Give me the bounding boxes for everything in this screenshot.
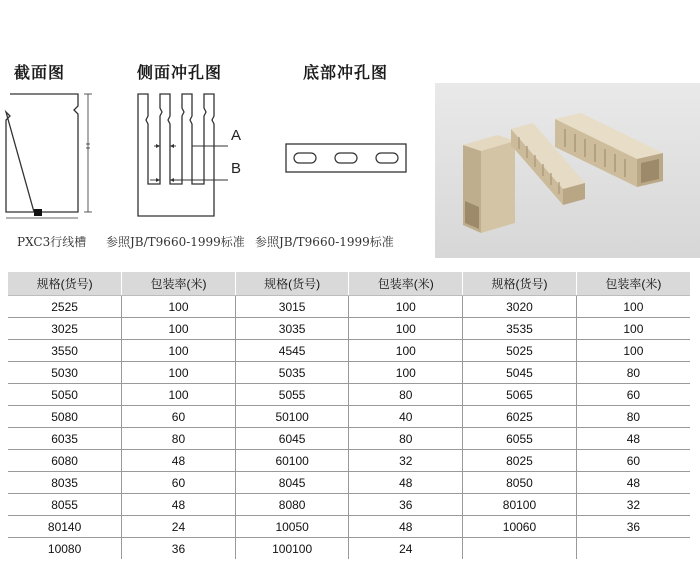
column-header-packing: 包装率(米) [122, 272, 236, 296]
dimension-label-b: B [231, 160, 242, 177]
table-cell: 24 [122, 516, 236, 538]
table-cell: 5045 [463, 362, 577, 384]
table-cell: 5055 [235, 384, 349, 406]
table-cell: 100 [122, 340, 236, 362]
table-cell: 3550 [8, 340, 122, 362]
table-row [8, 538, 690, 560]
table-cell: 6080 [8, 450, 122, 472]
column-header-code: 规格(货号) [8, 272, 122, 296]
table-cell: 24 [349, 538, 463, 560]
table-cell: 100 [122, 296, 236, 318]
table-cell: 48 [576, 428, 690, 450]
wiring-duct-illustration [435, 83, 700, 258]
table-cell: 36 [349, 494, 463, 516]
side-punch-heading: 侧面冲孔图 [137, 63, 223, 82]
table-cell: 48 [576, 472, 690, 494]
table-cell: 5025 [463, 340, 577, 362]
table-row [8, 494, 690, 516]
table-cell: 8050 [463, 472, 577, 494]
table-cell: 80 [122, 428, 236, 450]
table-cell: 6025 [463, 406, 577, 428]
table-cell: 48 [349, 472, 463, 494]
table-cell: 60 [576, 384, 690, 406]
table-cell: 32 [576, 494, 690, 516]
table-cell: 36 [576, 516, 690, 538]
table-row [8, 318, 690, 340]
table-cell: 80 [576, 362, 690, 384]
table-cell: 60100 [235, 450, 349, 472]
column-header-packing: 包装率(米) [349, 272, 463, 296]
table-cell: 2525 [8, 296, 122, 318]
table-cell: 100 [349, 318, 463, 340]
table-row [8, 340, 690, 362]
table-cell: 48 [349, 516, 463, 538]
table-row [8, 450, 690, 472]
table-cell: 100 [122, 362, 236, 384]
table-cell: 3020 [463, 296, 577, 318]
table-cell [576, 538, 690, 560]
table-cell: 60 [122, 472, 236, 494]
standard-caption-1: 参照JB/T9660-1999标准 [106, 235, 245, 249]
table-cell: 100 [349, 296, 463, 318]
table-cell: 6045 [235, 428, 349, 450]
table-cell: 6055 [463, 428, 577, 450]
table-cell: 48 [122, 494, 236, 516]
table-cell: 36 [122, 538, 236, 560]
table-cell: 5035 [235, 362, 349, 384]
table-cell: 100100 [235, 538, 349, 560]
table-cell: 8055 [8, 494, 122, 516]
table-cell: 100 [349, 340, 463, 362]
table-cell: 80 [349, 384, 463, 406]
table-cell: 10050 [235, 516, 349, 538]
table-cell [463, 538, 577, 560]
table-cell: 48 [122, 450, 236, 472]
table-cell: 6035 [8, 428, 122, 450]
bottom-punch-drawing [282, 138, 412, 178]
table-row [8, 428, 690, 450]
table-cell: 32 [349, 450, 463, 472]
table-cell: 40 [349, 406, 463, 428]
column-header-packing: 包装率(米) [576, 272, 690, 296]
table-cell: 5030 [8, 362, 122, 384]
table-cell: 100 [576, 340, 690, 362]
section-view-heading: 截面图 [14, 63, 66, 82]
table-cell: 8045 [235, 472, 349, 494]
bottom-punch-heading: 底部冲孔图 [303, 63, 389, 82]
table-cell: 60 [122, 406, 236, 428]
table-cell: 10060 [463, 516, 577, 538]
table-cell: 80100 [463, 494, 577, 516]
table-cell: 4545 [235, 340, 349, 362]
table-cell: 5065 [463, 384, 577, 406]
column-header-code: 规格(货号) [235, 272, 349, 296]
table-cell: 8080 [235, 494, 349, 516]
cross-section-drawing [0, 84, 105, 224]
table-cell: 100 [349, 362, 463, 384]
table-cell: 80 [576, 406, 690, 428]
table-cell: 5050 [8, 384, 122, 406]
table-cell: 8025 [463, 450, 577, 472]
table-row [8, 516, 690, 538]
table-cell: 50100 [235, 406, 349, 428]
table-cell: 3015 [235, 296, 349, 318]
side-punch-drawing [130, 88, 260, 223]
table-cell: 5080 [8, 406, 122, 428]
standard-caption-2: 参照JB/T9660-1999标准 [255, 235, 394, 249]
table-cell: 80140 [8, 516, 122, 538]
table-cell: 3025 [8, 318, 122, 340]
table-cell: 100 [122, 384, 236, 406]
table-cell: 10080 [47, 541, 82, 556]
table-row [8, 472, 690, 494]
table-row [8, 406, 690, 428]
table-row [8, 296, 690, 318]
table-cell: 100 [122, 318, 236, 340]
table-row [8, 362, 690, 384]
table-cell: 80 [349, 428, 463, 450]
table-cell: 100 [576, 296, 690, 318]
table-cell: 8035 [8, 472, 122, 494]
table-cell: 3535 [463, 318, 577, 340]
table-header-row [8, 272, 690, 296]
column-header-code: 规格(货号) [463, 272, 577, 296]
product-photo [435, 83, 700, 258]
table-cell: 100 [576, 318, 690, 340]
table-cell: 3035 [235, 318, 349, 340]
dimension-label-a: A [231, 127, 242, 144]
table-row [8, 384, 690, 406]
table-cell: 60 [576, 450, 690, 472]
product-caption: PXC3行线槽 [17, 235, 87, 249]
spec-table [8, 272, 690, 559]
